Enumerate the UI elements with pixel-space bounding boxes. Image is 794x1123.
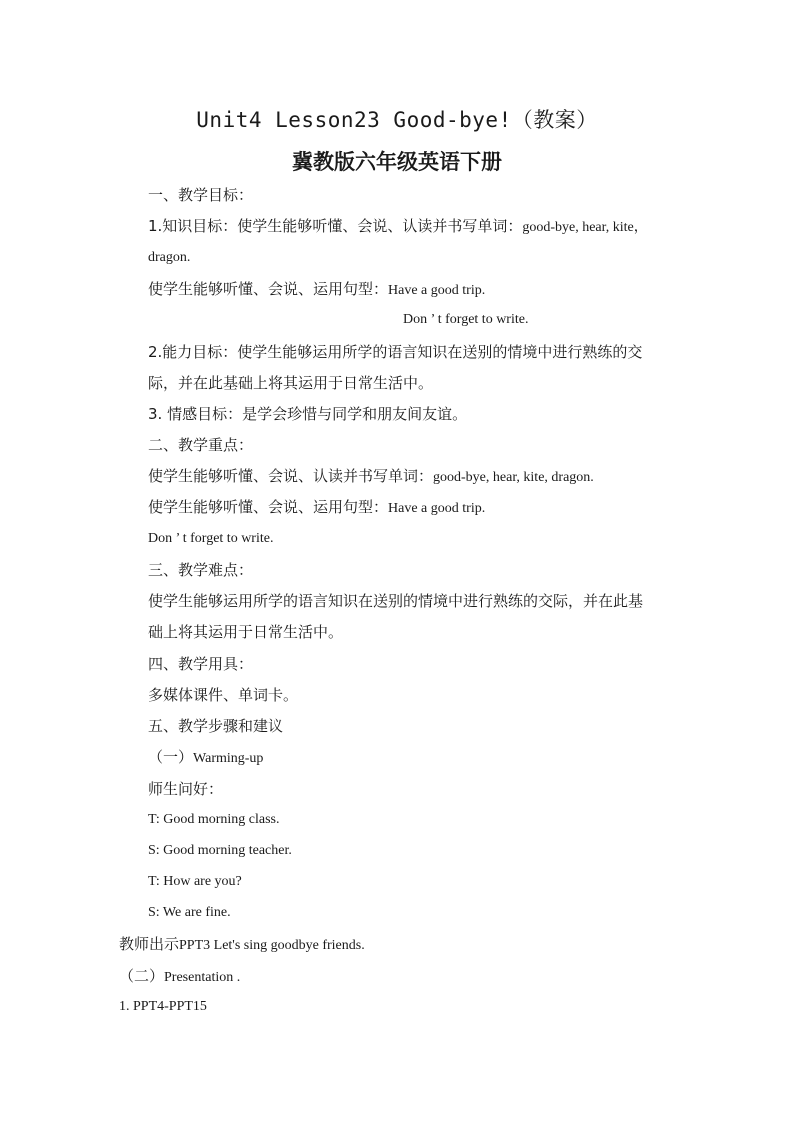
paragraph-text: Have a good trip. bbox=[388, 501, 486, 516]
dialogue-line: T: Good morning class. bbox=[148, 812, 280, 827]
paragraph-text: （二） bbox=[119, 967, 165, 985]
paragraph-text: 1.知识目标：使学生能够听懂、会说、认读并书写单词： bbox=[148, 217, 523, 235]
document-subtitle: 冀教版六年级英语下册 bbox=[292, 150, 502, 174]
subsection-presentation bbox=[119, 966, 240, 988]
paragraph-text: good-bye, hear, kite, dragon. bbox=[433, 470, 594, 485]
paragraph-text: 使学生能够听懂、会说、认读并书写单词： bbox=[148, 467, 434, 485]
paragraph-text: PPT3 Let's sing goodbye friends. bbox=[179, 938, 365, 953]
paragraph-text: 使学生能够听懂、会说、运用句型： bbox=[148, 498, 389, 516]
paragraph-text: Have a good trip. bbox=[388, 283, 486, 298]
paragraph-text: Warming-up bbox=[193, 751, 264, 766]
section-heading-teaching-aids: 四、教学用具： bbox=[148, 655, 254, 673]
paragraph-knowledge-goal bbox=[148, 216, 648, 238]
paragraph-teaching-aids: 多媒体课件、单词卡。 bbox=[148, 686, 299, 704]
paragraph-key-sentences bbox=[148, 497, 485, 519]
document-title: Unit4 Lesson23 Good-bye!（教案） bbox=[196, 108, 598, 132]
paragraph-sentence-goal bbox=[148, 279, 485, 301]
paragraph-text: 础上将其运用于日常生活中。 bbox=[148, 623, 344, 641]
paragraph-text: Don ’ t forget to write. bbox=[403, 312, 529, 327]
dialogue-line: T: How are you? bbox=[148, 874, 242, 889]
paragraph-text: （一） bbox=[148, 748, 194, 766]
paragraph-text: Presentation . bbox=[164, 970, 241, 985]
paragraph-key-words bbox=[148, 466, 594, 488]
paragraph-ability-goal: 2.能力目标：使学生能够运用所学的语言知识在送别的情境中进行熟练的交 bbox=[148, 343, 643, 361]
section-heading-steps: 五、教学步骤和建议 bbox=[148, 717, 284, 735]
paragraph-text: good-bye, hear, kite， bbox=[522, 220, 648, 235]
paragraph-text: 教师出示 bbox=[119, 935, 180, 953]
paragraph-text: Don ’ t forget to write. bbox=[148, 531, 274, 546]
dialogue-line: S: We are fine. bbox=[148, 905, 231, 920]
paragraph-text: 使学生能够听懂、会说、运用句型： bbox=[148, 280, 389, 298]
subsection-warming-up bbox=[148, 747, 263, 769]
paragraph-text: dragon. bbox=[148, 250, 191, 265]
section-heading-key-points: 二、教学重点： bbox=[148, 436, 254, 454]
dialogue-line: S: Good morning teacher. bbox=[148, 843, 292, 858]
paragraph-difficulties: 使学生能够运用所学的语言知识在送别的情境中进行熟练的交际，并在此基 bbox=[148, 592, 644, 610]
paragraph-emotion-goal: 3. 情感目标：是学会珍惜与同学和朋友间友谊。 bbox=[148, 405, 468, 423]
paragraph-text: 际，并在此基础上将其运用于日常生活中。 bbox=[148, 374, 434, 392]
paragraph-ppt4-15: 1. PPT4-PPT15 bbox=[119, 999, 207, 1014]
section-heading-difficulties: 三、教学难点： bbox=[148, 561, 254, 579]
paragraph-greeting: 师生问好： bbox=[148, 780, 224, 798]
paragraph-ppt3 bbox=[119, 934, 365, 956]
section-heading-objectives: 一、教学目标： bbox=[148, 186, 254, 204]
